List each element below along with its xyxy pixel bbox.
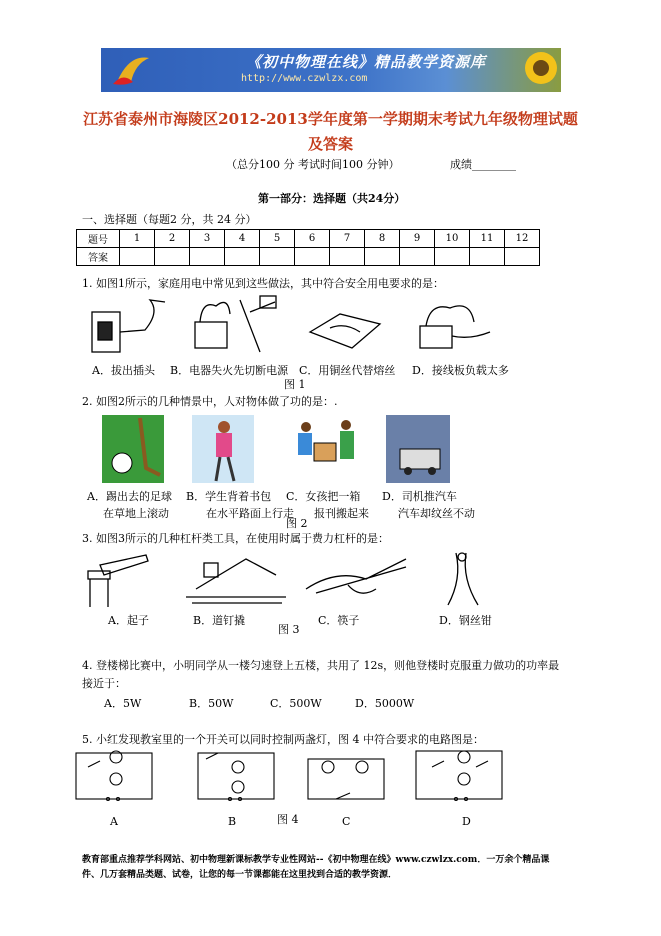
question-1: 1. 如图1所示，家庭用电中常见到这些做法，其中符合安全用电要求的是： — [82, 277, 444, 290]
answer-cell[interactable] — [400, 248, 435, 266]
q3-option-d[interactable]: D．钢丝钳 — [439, 614, 492, 627]
answer-table — [76, 229, 540, 266]
figure-4-circuits — [72, 745, 508, 807]
answer-cell[interactable] — [330, 248, 365, 266]
q2-option-c-line1[interactable]: C．女孩把一箱 — [286, 490, 361, 503]
figure-3-illustration — [86, 549, 486, 611]
q2-option-c-line2: 报刊搬起来 — [314, 507, 369, 520]
header-banner — [101, 48, 561, 92]
answer-cell[interactable] — [225, 248, 260, 266]
table-cell: 题号 — [77, 230, 120, 248]
question-4: 4. 登楼梯比赛中，小明同学从一楼匀速登上五楼，共用了 12s，则他登楼时克服重力做功的功率最 — [82, 659, 560, 672]
q4-option-a[interactable]: A．5W — [104, 697, 142, 710]
q5-option-b[interactable]: B — [228, 815, 237, 828]
answer-cell[interactable] — [365, 248, 400, 266]
logo-icon — [109, 52, 157, 88]
question-3: 3. 如图3所示的几种杠杆类工具，在使用时属于费力杠杆的是： — [82, 532, 389, 545]
page-title: 江苏省泰州市海陵区2012-2013学年度第一学期期末考试九年级物理试题 — [83, 110, 578, 128]
question-5: 5. 小红发现教室里的一个开关可以同时控制两盏灯，图 4 中符合要求的电路图是： — [82, 733, 484, 746]
answer-cell[interactable] — [435, 248, 470, 266]
answer-cell[interactable] — [505, 248, 540, 266]
table-row — [77, 248, 540, 266]
q4-option-d[interactable]: D．5000W — [355, 697, 415, 710]
q5-option-d[interactable]: D — [462, 815, 471, 828]
exam-meta: （总分100 分 考试时间100 分钟） — [226, 158, 400, 171]
answer-cell[interactable] — [120, 248, 155, 266]
q4-option-b[interactable]: B．50W — [189, 697, 234, 710]
q1-option-c[interactable]: C．用铜丝代替熔丝 — [299, 364, 396, 377]
table-cell: 2 — [155, 230, 190, 248]
table-cell: 10 — [435, 230, 470, 248]
table-cell: 1 — [120, 230, 155, 248]
part-heading: 第一部分：选择题（共24分） — [258, 192, 406, 205]
answer-cell[interactable] — [260, 248, 295, 266]
q1-option-d[interactable]: D．接线板负载太多 — [412, 364, 509, 377]
q2-option-a-line1[interactable]: A．踢出去的足球 — [87, 490, 172, 503]
answer-cell[interactable] — [190, 248, 225, 266]
answer-cell[interactable] — [155, 248, 190, 266]
table-cell: 6 — [295, 230, 330, 248]
question-2: 2. 如图2所示的几种情景中，人对物体做了功的是：. — [82, 395, 338, 408]
q2-option-b-line1[interactable]: B．学生背着书包 — [186, 490, 272, 503]
table-cell: 9 — [400, 230, 435, 248]
q2-option-d-line1[interactable]: D．司机推汽车 — [382, 490, 457, 503]
table-cell: 5 — [260, 230, 295, 248]
table-cell: 7 — [330, 230, 365, 248]
table-cell: 8 — [365, 230, 400, 248]
q4-option-c[interactable]: C．500W — [270, 697, 322, 710]
figure-3-caption: 图 3 — [278, 623, 300, 636]
page-footer — [82, 853, 582, 883]
table-cell: 11 — [470, 230, 505, 248]
figure-4-caption: 图 4 — [277, 813, 299, 826]
banner-url[interactable]: http://www.czwlzx.com — [241, 73, 368, 84]
question-4-continued: 接近于： — [82, 677, 126, 690]
table-cell: 12 — [505, 230, 540, 248]
q1-option-b[interactable]: B．电器失火先切断电源 — [170, 364, 289, 377]
table-cell: 3 — [190, 230, 225, 248]
q3-option-a[interactable]: A．起子 — [108, 614, 149, 627]
q3-option-c[interactable]: C．筷子 — [318, 614, 360, 627]
score-field[interactable]: 成绩________ — [450, 158, 516, 171]
sunflower-icon — [521, 48, 561, 92]
footer-line-1: 教育部重点推荐学科网站、初中物理新课标教学专业性网站--《初中物理在线》www.czwlzx.com．一万余个精品课 — [82, 855, 550, 865]
figure-1-illustration — [90, 292, 500, 362]
figure-1-caption: 图 1 — [284, 378, 306, 391]
table-cell: 答案 — [77, 248, 120, 266]
table-row — [77, 230, 540, 248]
section-heading: 一、选择题（每题2 分，共 24 分） — [82, 213, 257, 226]
figure-2-caption: 图 2 — [286, 517, 308, 530]
answer-cell[interactable] — [295, 248, 330, 266]
footer-line-2: 件、几万套精品类题、试卷，让您的每一节课都能在这里找到合适的教学资源． — [82, 870, 398, 880]
page-title-continued: 及答案 — [307, 135, 353, 153]
q1-option-a[interactable]: A．拔出插头 — [92, 364, 155, 377]
banner-title: 《初中物理在线》精品教学资源库 — [245, 53, 486, 71]
q5-option-c[interactable]: C — [342, 815, 351, 828]
answer-cell[interactable] — [470, 248, 505, 266]
q2-option-a-line2: 在草地上滚动 — [103, 507, 169, 520]
table-cell: 4 — [225, 230, 260, 248]
q5-option-a[interactable]: A — [110, 815, 118, 828]
figure-2-illustration — [100, 413, 460, 485]
q2-option-b-line2: 在水平路面上行走 — [206, 507, 294, 520]
q3-option-b[interactable]: B．道钉撬 — [193, 614, 246, 627]
q2-option-d-line2: 汽车却纹丝不动 — [398, 507, 475, 520]
